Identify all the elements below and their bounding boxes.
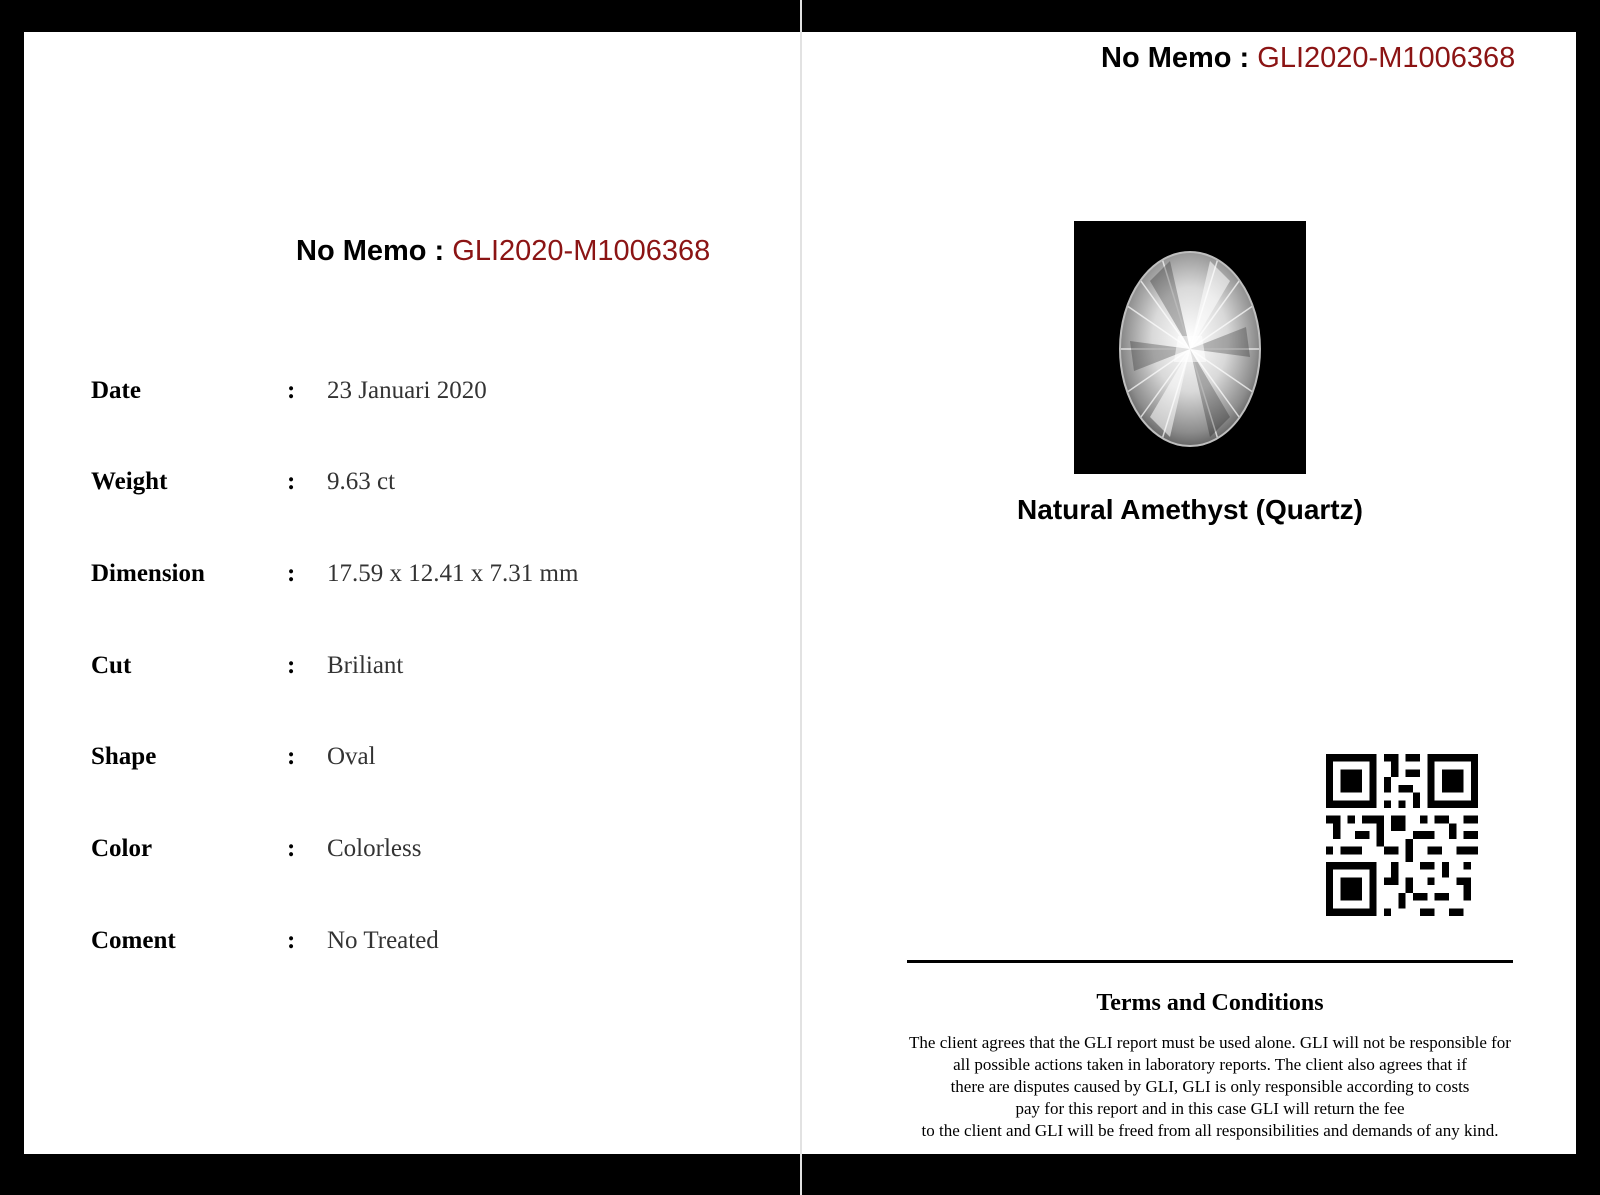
detail-key: Date: [91, 377, 141, 404]
qr-code-icon: [1326, 754, 1478, 916]
terms-line: there are disputes caused by GLI, GLI is only responsible according to costs: [950, 1077, 1470, 1096]
terms-line: pay for this report and in this case GLI will return the fee: [1015, 1099, 1405, 1118]
gemstone-photo: [1074, 221, 1306, 474]
memo-number: GLI2020-M1006368: [1257, 42, 1516, 74]
detail-value: No Treated: [327, 927, 439, 954]
detail-key: Weight: [91, 468, 168, 495]
terms-line: The client agrees that the GLI report must be used alone. GLI will not be responsible for: [909, 1033, 1511, 1052]
detail-key: Coment: [91, 927, 176, 954]
oval-gemstone-image: [1074, 221, 1306, 474]
detail-separator: :: [287, 835, 296, 862]
detail-value: Colorless: [327, 835, 422, 862]
detail-value: Oval: [327, 743, 376, 770]
detail-value: 9.63 ct: [327, 468, 396, 495]
detail-key: Shape: [91, 743, 157, 770]
detail-key: Dimension: [91, 560, 205, 587]
detail-separator: :: [287, 652, 296, 679]
memo-header-left: [296, 235, 710, 268]
detail-separator: :: [287, 468, 296, 495]
detail-separator: :: [287, 560, 296, 587]
terms-body: [855, 1032, 1565, 1142]
detail-key: Cut: [91, 652, 132, 679]
memo-header-right: [1101, 42, 1515, 75]
terms-line: to the client and GLI will be freed from all responsibilities and demands of any kind.: [921, 1121, 1499, 1140]
detail-value: 17.59 x 12.41 x 7.31 mm: [327, 560, 579, 587]
page-fold-divider: [800, 0, 802, 1195]
detail-value: Briliant: [327, 652, 404, 679]
memo-label: No Memo :: [1101, 42, 1250, 74]
detail-separator: :: [287, 743, 296, 770]
detail-separator: :: [287, 927, 296, 954]
detail-separator: :: [287, 377, 296, 404]
detail-key: Color: [91, 835, 153, 862]
gemstone-name: Natural Amethyst (Quartz): [1017, 494, 1363, 525]
terms-line: all possible actions taken in laboratory reports. The client also agrees that if: [953, 1055, 1467, 1074]
detail-value: 23 Januari 2020: [327, 377, 487, 404]
terms-divider: [907, 960, 1513, 963]
terms-title: Terms and Conditions: [1096, 990, 1324, 1016]
memo-number: GLI2020-M1006368: [452, 235, 711, 267]
memo-label: No Memo :: [296, 235, 445, 267]
